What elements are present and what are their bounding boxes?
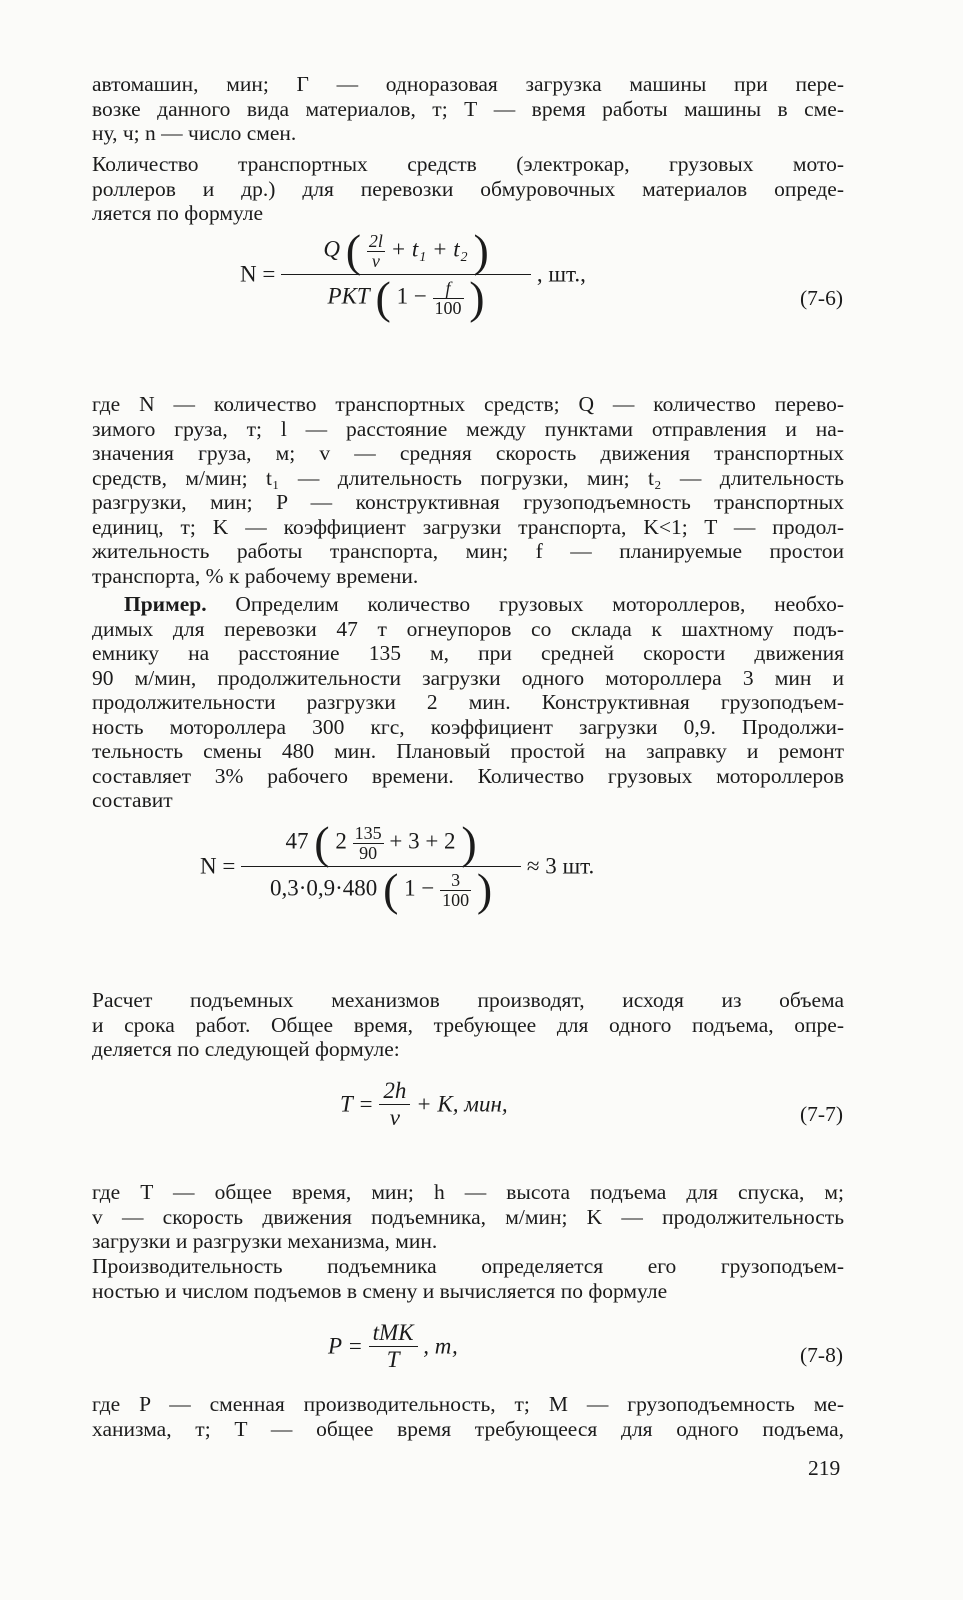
text-line: транспорта, % к рабочему времени. bbox=[92, 563, 419, 588]
text-line: составит bbox=[92, 788, 173, 812]
text-line: зимого груза, т; l — расстояние между пунктами отправления и на- bbox=[92, 416, 844, 441]
formula-rest: , т, bbox=[423, 1333, 458, 1359]
formula-lhs: T = bbox=[340, 1091, 374, 1117]
text-line bbox=[92, 592, 844, 617]
inner-den: 90 bbox=[353, 843, 384, 863]
formula-7-8 bbox=[328, 1320, 458, 1373]
num-terms: + t₁ + t₂ bbox=[390, 236, 468, 262]
text-line: ностью и числом подъемов в смену и вычисляется по формуле bbox=[92, 1278, 668, 1303]
right-paren: ) bbox=[461, 817, 477, 868]
text-line: емнику на расстояние 135 м, при средней скорости движения bbox=[92, 641, 844, 665]
formula-fraction bbox=[241, 817, 521, 915]
inner-num: 135 bbox=[354, 822, 382, 843]
paragraph-continuation bbox=[92, 72, 844, 146]
text-line: Производительность подъемника определяется его грузоподъем- bbox=[92, 1254, 844, 1278]
paragraph-productivity bbox=[92, 1254, 844, 1303]
text-line: где N — количество транспортных средств; Q — количество перево- bbox=[92, 392, 844, 416]
var-pkt: PKT bbox=[327, 283, 370, 309]
text-line: ность мотороллера 300 кгс, коэффициент загрузки 0,9. Продолжи- bbox=[92, 714, 844, 739]
text-line: единиц, т; K — коэффициент загрузки транспорта, K<1; T — продол- bbox=[92, 514, 844, 539]
text-line: где P — сменная производительность, т; M — грузоподъемность ме- bbox=[92, 1392, 844, 1416]
inner-den: 100 bbox=[442, 889, 470, 910]
text-line: где T — общее время, мин; h — высота подъема для спуска, м; bbox=[92, 1180, 844, 1204]
formula-7-7 bbox=[340, 1078, 508, 1131]
text-line: жительность работы транспорта, мин; f — планируемые простои bbox=[92, 539, 844, 563]
formula-unit: , шт., bbox=[536, 261, 586, 287]
text-line: v — скорость движения подъемника, м/мин; K — продолжительность bbox=[92, 1204, 844, 1229]
text-line: и срока работ. Общее время, требующее для одного подъема, опре- bbox=[92, 1012, 844, 1037]
text-line: возке данного вида материалов, т; Т — время работы машины в сме- bbox=[92, 96, 844, 121]
right-paren: ) bbox=[469, 272, 485, 323]
paragraph-definitions bbox=[92, 392, 844, 588]
text-line: значения груза, м; v — средняя скорость движения транспортных bbox=[92, 441, 844, 465]
text-line: загрузки и разгрузки механизма, мин. bbox=[92, 1229, 438, 1253]
text-line: ханизма, т; T — общее время требующееся для одного подъема, bbox=[92, 1416, 844, 1441]
formula-fraction bbox=[369, 1320, 418, 1373]
fraction-denominator bbox=[241, 866, 521, 913]
text-line: автомашин, мин; Г — одноразовая загрузка машины при пере- bbox=[92, 72, 844, 96]
inner-num: 2l bbox=[368, 230, 383, 251]
equation-number: (7-7) bbox=[800, 1102, 843, 1126]
formula-7-6 bbox=[240, 225, 586, 323]
formula-example bbox=[200, 817, 595, 915]
inner-fraction bbox=[367, 232, 385, 271]
den-one: 1 − bbox=[396, 283, 427, 309]
text-line: разгрузки, мин; P — конструктивная грузоподъемность транспортных bbox=[92, 490, 844, 514]
num-2: 2 bbox=[335, 828, 347, 854]
inner-fraction bbox=[440, 871, 471, 910]
left-paren: ( bbox=[375, 272, 391, 323]
equation-number: (7-6) bbox=[800, 286, 843, 310]
inner-num: 3 bbox=[451, 869, 461, 890]
left-paren: ( bbox=[383, 864, 399, 915]
text-line: Расчет подъемных механизмов производят, исходя из объема bbox=[92, 988, 844, 1012]
paragraph-vehicles-intro bbox=[92, 152, 844, 226]
den-one: 1 − bbox=[404, 875, 435, 901]
formula-fraction bbox=[379, 1078, 410, 1131]
example-label: Пример. bbox=[124, 592, 207, 616]
fraction-numerator bbox=[281, 225, 531, 276]
inner-fraction bbox=[353, 824, 384, 863]
paragraph-definitions-2 bbox=[92, 1180, 844, 1254]
paragraph-lifting bbox=[92, 988, 844, 1062]
example-first-line: Определим количество грузовых мотороллеров, необхо- bbox=[206, 592, 844, 616]
formula-lhs: N = bbox=[200, 853, 236, 879]
right-paren: ) bbox=[476, 864, 493, 915]
fraction-denominator bbox=[281, 274, 531, 321]
right-paren: ) bbox=[473, 225, 489, 276]
inner-fraction bbox=[433, 279, 464, 318]
inner-den: v bbox=[367, 251, 385, 271]
text-line: продолжительности разгрузки 2 мин. Конструктивная грузоподъем- bbox=[92, 690, 844, 714]
num-terms: + 3 + 2 bbox=[389, 828, 456, 854]
text-line: тельность смены 480 мин. Плановый простой на заправку и ремонт bbox=[92, 739, 844, 763]
text-line: ляется по формуле bbox=[92, 201, 264, 225]
equation-number: (7-8) bbox=[800, 1343, 843, 1367]
text-line: составляет 3% рабочего времени. Количество грузовых мотороллеров bbox=[92, 763, 844, 788]
fraction-denominator: T bbox=[369, 1346, 418, 1373]
paragraph-example bbox=[92, 592, 844, 813]
formula-rest: + K, мин, bbox=[416, 1091, 508, 1117]
num-47: 47 bbox=[285, 828, 309, 854]
fraction-denominator: v bbox=[379, 1104, 410, 1131]
formula-result: ≈ 3 шт. bbox=[526, 853, 595, 879]
text-line: ну, ч; n — число смен. bbox=[92, 121, 297, 145]
fraction-numerator: 2h bbox=[383, 1078, 407, 1103]
inner-den: 100 bbox=[434, 297, 462, 318]
text-line: роллеров и др.) для перевозки обмуровочных материалов опреде- bbox=[92, 176, 844, 201]
text-line: средств, м/мин; t₁ — длительность погрузки, мин; t₂ — длительность bbox=[92, 465, 844, 490]
inner-num: f bbox=[445, 277, 451, 298]
den-main: 0,3·0,9·480 bbox=[269, 875, 378, 901]
var-q: Q bbox=[323, 236, 341, 262]
left-paren: ( bbox=[314, 817, 330, 868]
fraction-numerator bbox=[241, 817, 521, 868]
text-line: димых для перевозки 47 т огнеупоров со склада к шахтному подъ- bbox=[92, 616, 844, 641]
formula-lhs: N = bbox=[240, 261, 276, 287]
left-paren: ( bbox=[345, 225, 362, 276]
fraction-numerator: tMK bbox=[372, 1320, 414, 1345]
text-line: деляется по следующей формуле: bbox=[92, 1037, 400, 1061]
page-number: 219 bbox=[808, 1456, 841, 1480]
formula-lhs: P = bbox=[328, 1333, 363, 1359]
text-line: 90 м/мин, продолжительности загрузки одного мотороллера 3 мин и bbox=[92, 665, 844, 690]
formula-fraction bbox=[281, 225, 531, 323]
paragraph-definitions-3 bbox=[92, 1392, 844, 1441]
text-line: Количество транспортных средств (электрокар, грузовых мото- bbox=[92, 152, 844, 176]
